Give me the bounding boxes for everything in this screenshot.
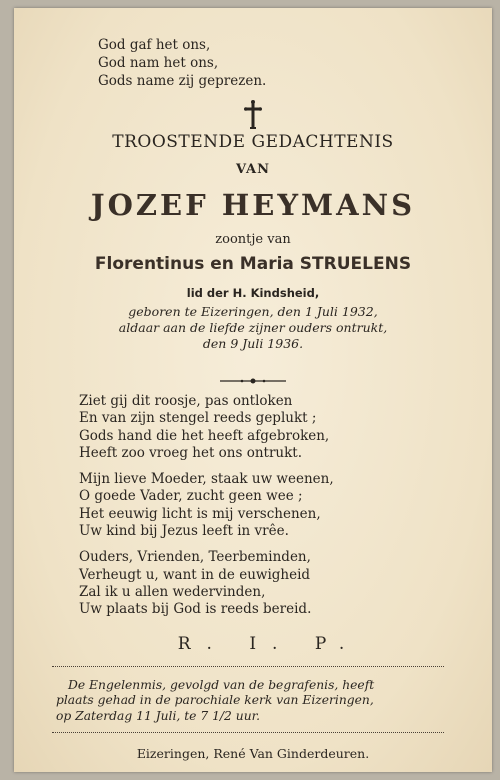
poem-stanza [79, 393, 334, 462]
poem-line: O goede Vader, zucht geen wee ; [79, 488, 303, 505]
poem-stanza [79, 471, 334, 540]
funeral-line: De Engelenmis, gevolgd van de begrafenis, heeft [68, 678, 375, 692]
dates-block [14, 304, 492, 352]
poem-line: Ouders, Vrienden, Teerbeminden, [79, 549, 311, 566]
poem-line: Zal ik u allen wedervinden, [79, 583, 266, 600]
memorial-card [14, 8, 492, 772]
motto-line: Gods name zij geprezen. [98, 73, 267, 89]
dates-line: geboren te Eizeringen, den 1 Juli 1932, [128, 304, 378, 319]
card-title: TROOSTENDE GEDACHTENIS [112, 132, 394, 152]
motto-line: God nam het ons, [98, 55, 219, 71]
poem-line: Gods hand die het heeft afgebroken, [79, 427, 330, 444]
relation-text: zoontje van [215, 232, 291, 247]
poem-line: Uw kind bij Jezus leeft in vrêe. [79, 523, 289, 540]
motto-line: God gaf het ons, [98, 37, 211, 53]
poem-stanza [79, 549, 334, 618]
poem [79, 393, 334, 628]
poem-line: Mijn lieve Moeder, staak uw weenen, [79, 471, 334, 488]
rip-text: R. I. P. [177, 634, 361, 654]
poem-line: En van zijn stengel reeds geplukt ; [79, 410, 317, 427]
funeral-notice [56, 678, 444, 724]
poem-line: Heeft zoo vroeg het ons ontrukt. [79, 444, 302, 461]
membership-text: lid der H. Kindsheid, [186, 286, 320, 300]
poem-line: Uw plaats bij God is reeds bereid. [79, 601, 312, 618]
deceased-name: JOZEF HEYMANS [90, 188, 416, 222]
funeral-line: plaats gehad in de parochiale kerk van Eizeringen, [56, 693, 374, 708]
poem-line: Het eeuwig licht is mij verschenen, [79, 505, 321, 522]
dotted-divider-bottom [52, 732, 444, 733]
cross-icon [14, 100, 492, 134]
dates-line: aldaar aan de liefde zijner ouders ontrukt, [118, 320, 388, 335]
funeral-line: op Zaterdag 11 Juli, te 7 1/2 uur. [56, 708, 261, 723]
motto [98, 36, 266, 90]
dotted-divider-top [52, 666, 444, 667]
poem-line: Verheugt u, want in de euwigheid [79, 566, 311, 583]
printer-credit: Eizeringen, René Van Ginderdeuren. [136, 746, 370, 761]
poem-line: Ziet gij dit roosje, pas ontloken [79, 393, 293, 409]
card-van: VAN [235, 162, 271, 177]
parents-names: Florentinus en Maria STRUELENS [94, 254, 412, 274]
dates-line: den 9 Juli 1936. [202, 336, 304, 351]
ornament-divider [14, 370, 492, 389]
